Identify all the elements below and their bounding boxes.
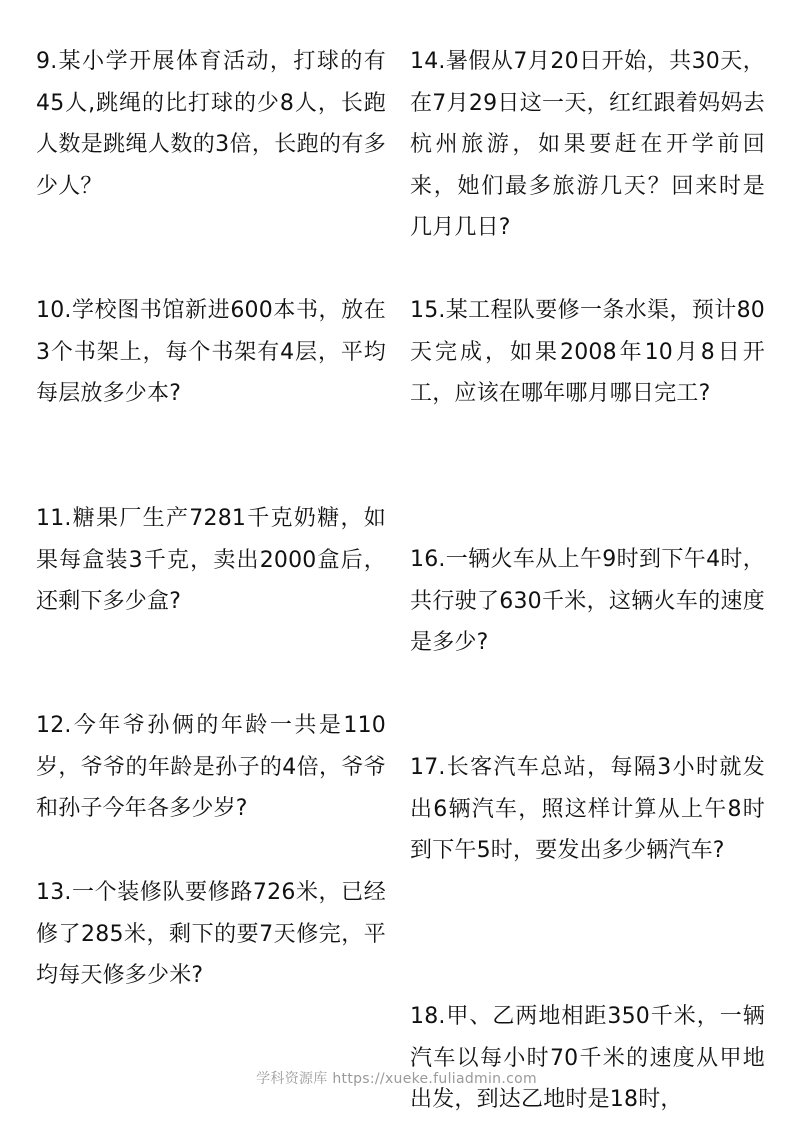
source-watermark: 学科资源库 https://xueke.fuliadmin.com [256, 1071, 537, 1087]
problem-16: 16.一辆火车从上午9时到下午4时，共行驶了630千米，这辆火车的速度是多少? [410, 547, 765, 655]
problem-11: 11.糖果厂生产7281千克奶糖，如果每盒装3千克，卖出2000盒后，还剩下多少盒? [36, 506, 386, 614]
problem-10: 10.学校图书馆新进600本书，放在3个书架上，每个书架有4层，平均每层放多少本? [36, 298, 386, 406]
problem-12: 12.今年爷孙俩的年龄一共是110岁，爷爷的年龄是孙子的4倍，爷爷和孙子今年各多少岁? [36, 713, 386, 821]
problem-18: 18.甲、乙两地相距350千米，一辆汽车以每小时70千米的速度从甲地出发，到达乙地时是18时， [410, 1004, 765, 1112]
problem-13: 13.一个装修队要修路726米，已经修了285米，剩下的要7天修完，平均每天修多少米? [36, 880, 386, 988]
problem-17: 17.长客汽车总站，每隔3小时就发出6辆汽车，照这样计算从上午8时到下午5时，要发出多少辆汽车? [410, 755, 765, 863]
problem-15: 15.某工程队要修一条水渠，预计80天完成，如果2008年10月8日开工，应该在哪年哪月哪日完工? [410, 298, 765, 406]
problem-14: 14.暑假从7月20日开始，共30天，在7月29日这一天，红红跟着妈妈去杭州旅游，如果要赶在开学前回来，她们最多旅游几天？回来时是几月几日? [410, 49, 765, 240]
problem-9: 9.某小学开展体育活动，打球的有45人,跳绳的比打球的少8人，长跑人数是跳绳人数的3倍，长跑的有多少人？ [36, 49, 386, 199]
